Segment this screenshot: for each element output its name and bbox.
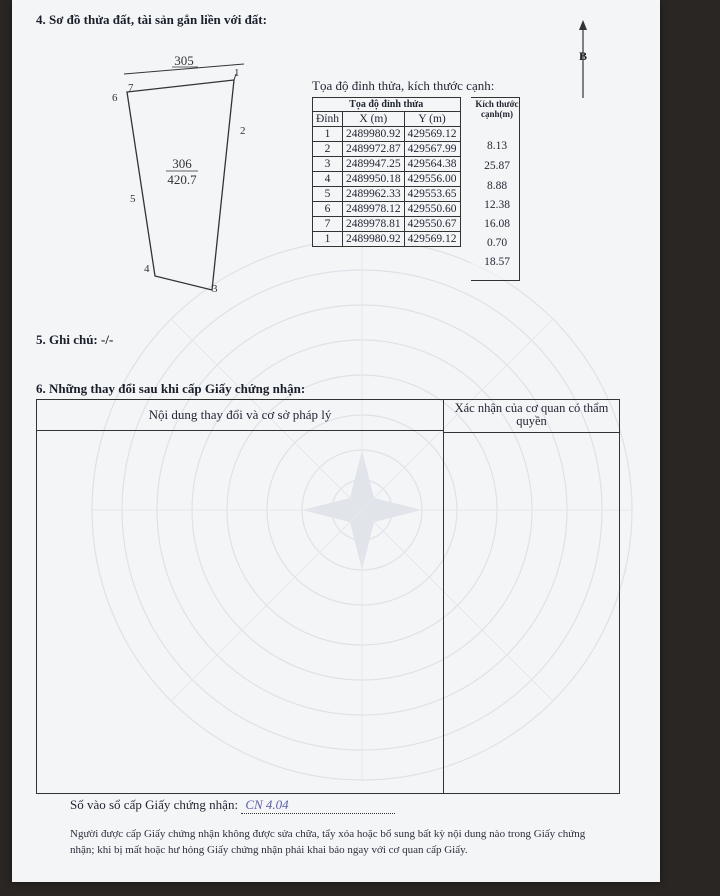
table-row: 4 2489950.18 429556.00 — [313, 172, 461, 187]
edge-header: Kích thước cạnh(m) — [475, 99, 519, 119]
north-arrow-icon — [575, 20, 591, 100]
register-label: Số vào sổ cấp Giấy chứng nhận: — [70, 797, 239, 812]
vertex-label-3: 3 — [212, 283, 218, 295]
vertex-label-6: 6 — [112, 92, 118, 104]
vertex-label-1: 1 — [234, 67, 240, 79]
vertex-label-7: 7 — [128, 82, 134, 94]
table-row: 5 2489962.33 429553.65 — [313, 187, 461, 202]
table-row: 1 2489980.92 429569.12 — [313, 127, 461, 142]
edge-length: 0.70 — [486, 237, 508, 249]
section-6-title: 6. Những thay đổi sau khi cấp Giấy chứng nhận: — [36, 381, 306, 396]
vertex-label-2: 2 — [240, 125, 246, 137]
edge-length: 8.13 — [486, 140, 508, 152]
table-row: 1 2489980.92 429569.12 — [313, 232, 461, 247]
vertex-label-5: 5 — [130, 193, 136, 205]
col-y-header: Y (m) — [404, 112, 460, 127]
certificate-page — [12, 0, 660, 882]
register-value: CN 4.04 — [241, 797, 395, 814]
column-divider — [443, 430, 444, 793]
edge-length: 12.38 — [484, 199, 510, 211]
footer-note: Người được cấp Giấy chứng nhận không được sửa chữa, tẩy xóa hoặc bổ sung bất kỳ nội dung nào trong Giấy chứng nhận; khi bị mất hoặc hư hỏng Giấy chứng nhận phải khai báo ngay với cơ quan cấp Giấy. — [70, 828, 586, 856]
coords-title: Tọa độ đỉnh thửa, kích thước cạnh: — [312, 78, 495, 93]
changes-content-header: Nội dung thay đổi và cơ sở pháp lý — [37, 400, 444, 431]
section-4-title: 4. Sơ đồ thửa đất, tài sản gắn liền với đất: — [36, 12, 267, 27]
table-row: 2 2489972.87 429567.99 — [313, 142, 461, 157]
adjacent-parcel-label: 305 — [174, 53, 194, 68]
parcel-area: 420.7 — [167, 172, 197, 187]
table-row: 6 2489978.12 429550.60 — [313, 202, 461, 217]
table-row: 3 2489947.25 429564.38 — [313, 157, 461, 172]
coords-group-header: Tọa độ đỉnh thửa — [313, 98, 461, 112]
col-vertex-header: Đỉnh — [313, 112, 343, 127]
table-row: 7 2489978.81 429550.67 — [313, 217, 461, 232]
coords-table — [312, 97, 461, 247]
edge-length: 16.08 — [484, 218, 510, 230]
edge-length: 18.57 — [484, 256, 510, 268]
edge-length: 8.88 — [486, 180, 508, 192]
changes-table — [36, 399, 620, 794]
changes-authority-header: Xác nhận của cơ quan có thẩm quyền — [444, 400, 619, 433]
col-x-header: X (m) — [343, 112, 405, 127]
edge-length: 25.87 — [484, 160, 510, 172]
section-5-title: 5. Ghi chú: -/- — [36, 332, 114, 347]
vertex-label-4: 4 — [144, 263, 150, 275]
register-number-line — [70, 797, 395, 814]
north-label: B — [578, 49, 588, 63]
parcel-number: 306 — [172, 156, 192, 171]
